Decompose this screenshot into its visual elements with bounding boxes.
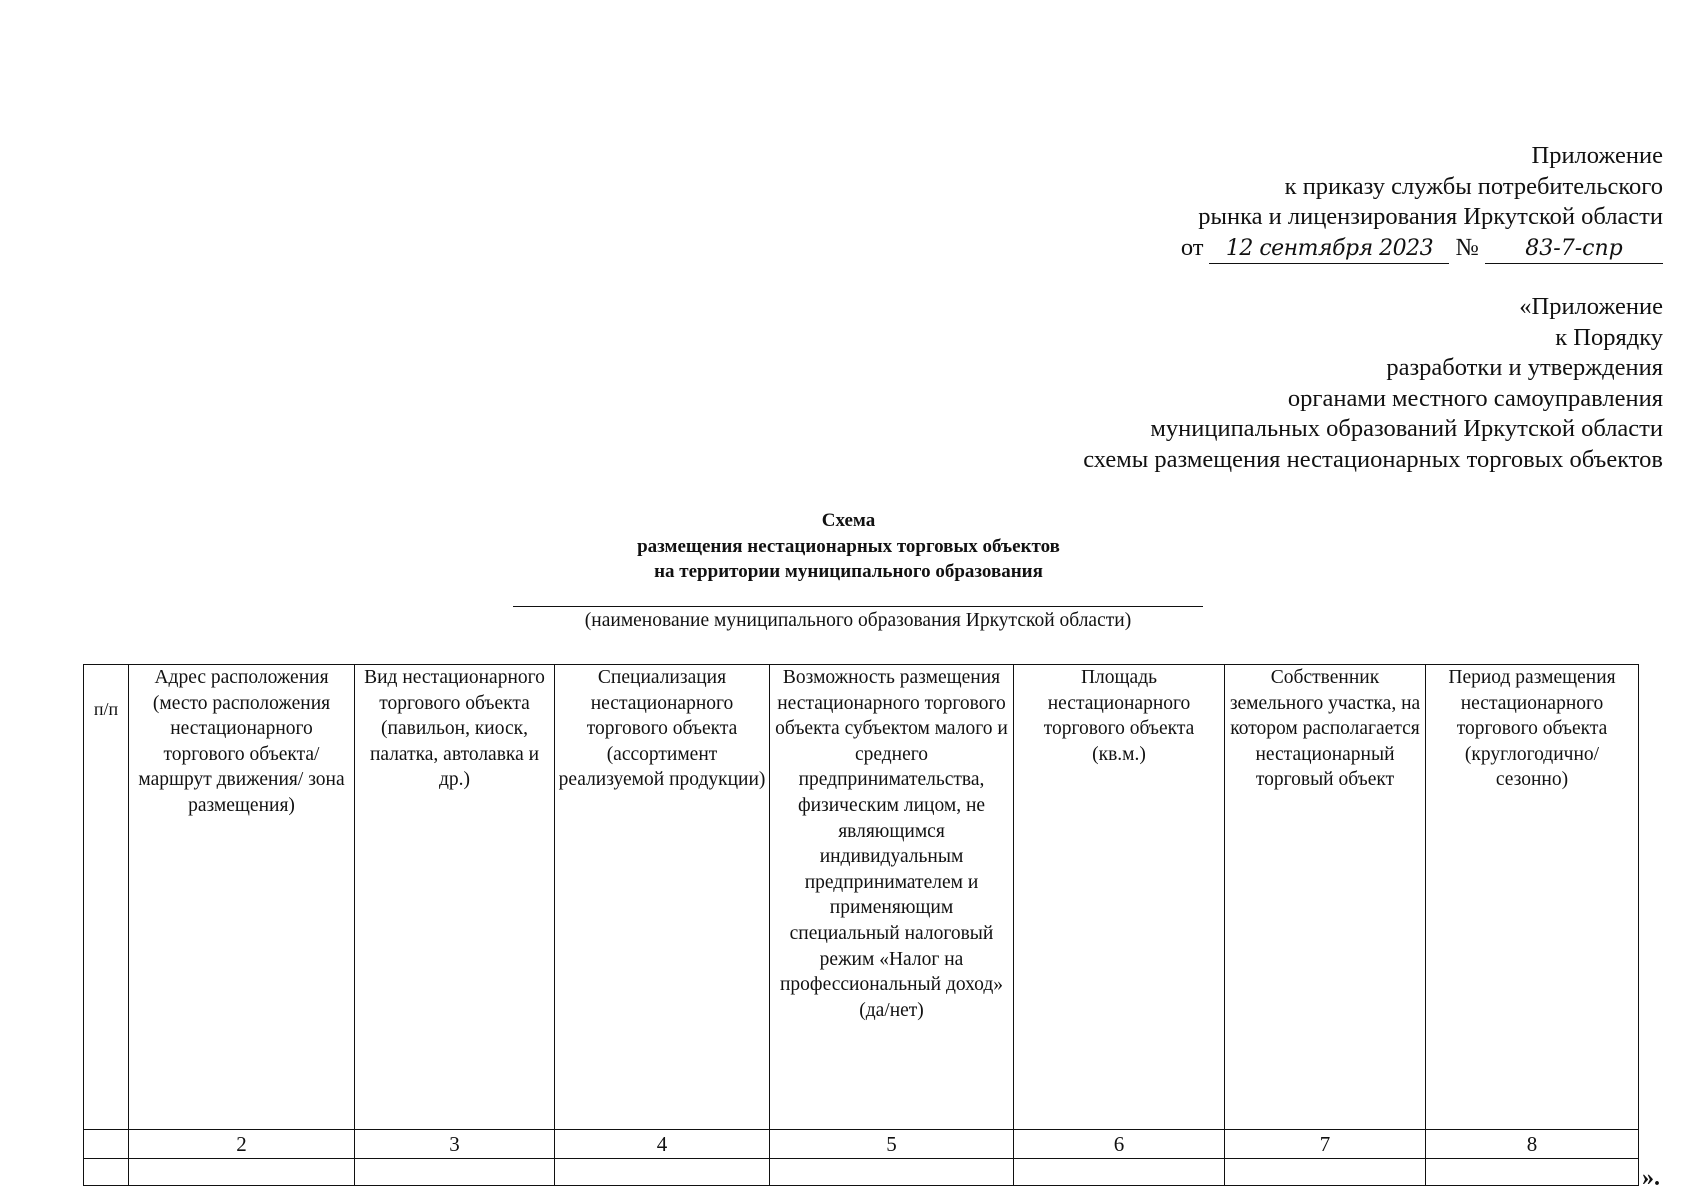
- empty-cell: [1014, 1159, 1225, 1186]
- order-header: [1083, 292, 1663, 475]
- schema-title-line-3: на территории муниципального образования: [654, 561, 1043, 582]
- header-cell-specialization: Специализация нестационарного торгового объекта (ассортимент реализуемой продукции): [555, 665, 770, 1130]
- empty-cell: [1225, 1159, 1426, 1186]
- order-line-3: органами местного самоуправления: [1287, 384, 1663, 412]
- number-cell: 5: [770, 1130, 1014, 1159]
- empty-cell: [84, 1159, 129, 1186]
- municipality-name-line: [513, 606, 1203, 607]
- order-line-5: схемы размещения нестационарных торговых объектов: [1083, 445, 1663, 473]
- number-cell: 4: [555, 1130, 770, 1159]
- header-cell-sme-possibility: Возможность размещения нестационарного торгового объекта субъектом малого и среднего предпринимательства, физическим лицом, не являющимся индивидуальным предпринимателем и применяющим специальный налоговый режим «Налог на профессиональный доход» (да/нет): [770, 665, 1014, 1130]
- empty-cell: [555, 1159, 770, 1186]
- empty-cell: [355, 1159, 555, 1186]
- appendix-header: [1181, 141, 1663, 264]
- appendix-signature-line: [1181, 233, 1663, 264]
- handwritten-number: 83-7-спр: [1485, 235, 1663, 264]
- number-cell: 2: [129, 1130, 355, 1159]
- empty-cell: [129, 1159, 355, 1186]
- order-title: «Приложение: [1519, 293, 1663, 320]
- number-cell: 8: [1426, 1130, 1639, 1159]
- schema-title: [0, 508, 1697, 585]
- appendix-line-1: к приказу службы потребительского: [1284, 172, 1663, 200]
- table-header-row: [84, 665, 1639, 1130]
- municipality-caption: (наименование муниципального образования Иркутской области): [584, 610, 1132, 631]
- header-cell-address: Адрес расположения (место расположения нестационарного торгового объекта/ маршрут движения/ зона размещения): [129, 665, 355, 1130]
- schema-title-line-1: Схема: [821, 510, 876, 531]
- appendix-line-2: рынка и лицензирования Иркутской области: [1198, 203, 1663, 230]
- number-cell: 7: [1225, 1130, 1426, 1159]
- schema-title-line-2: размещения нестационарных торговых объектов: [637, 535, 1060, 557]
- handwritten-date: 12 сентября 2023: [1209, 235, 1449, 264]
- order-line-1: к Порядку: [1555, 323, 1663, 351]
- table-row: [84, 1159, 1639, 1186]
- empty-cell: [1426, 1159, 1639, 1186]
- number-cell: 3: [355, 1130, 555, 1159]
- order-line-2: разработки и утверждения: [1386, 354, 1663, 381]
- header-cell-period: Период размещения нестационарного торгового объекта (круглогодично/ сезонно): [1426, 665, 1639, 1130]
- from-prefix: от: [1180, 233, 1204, 261]
- table-number-row: [84, 1130, 1639, 1159]
- closing-quote-mark: ».: [1642, 1165, 1660, 1191]
- number-cell: 6: [1014, 1130, 1225, 1159]
- appendix-title: Приложение: [1531, 142, 1663, 169]
- header-cell-object-type: Вид нестационарного торгового объекта (павильон, киоск, палатка, автолавка и др.): [355, 665, 555, 1130]
- number-cell: [84, 1130, 129, 1159]
- order-line-4: муниципальных образований Иркутской области: [1150, 415, 1663, 442]
- header-cell-area: Площадь нестационарного торгового объекта (кв.м.): [1014, 665, 1225, 1130]
- empty-cell: [770, 1159, 1014, 1186]
- header-cell-number: п/п: [84, 665, 129, 1130]
- number-sign: №: [1455, 233, 1479, 261]
- header-cell-land-owner: Собственник земельного участка, на котором располагается нестационарный торговый объект: [1225, 665, 1426, 1130]
- schema-table: [83, 664, 1639, 1186]
